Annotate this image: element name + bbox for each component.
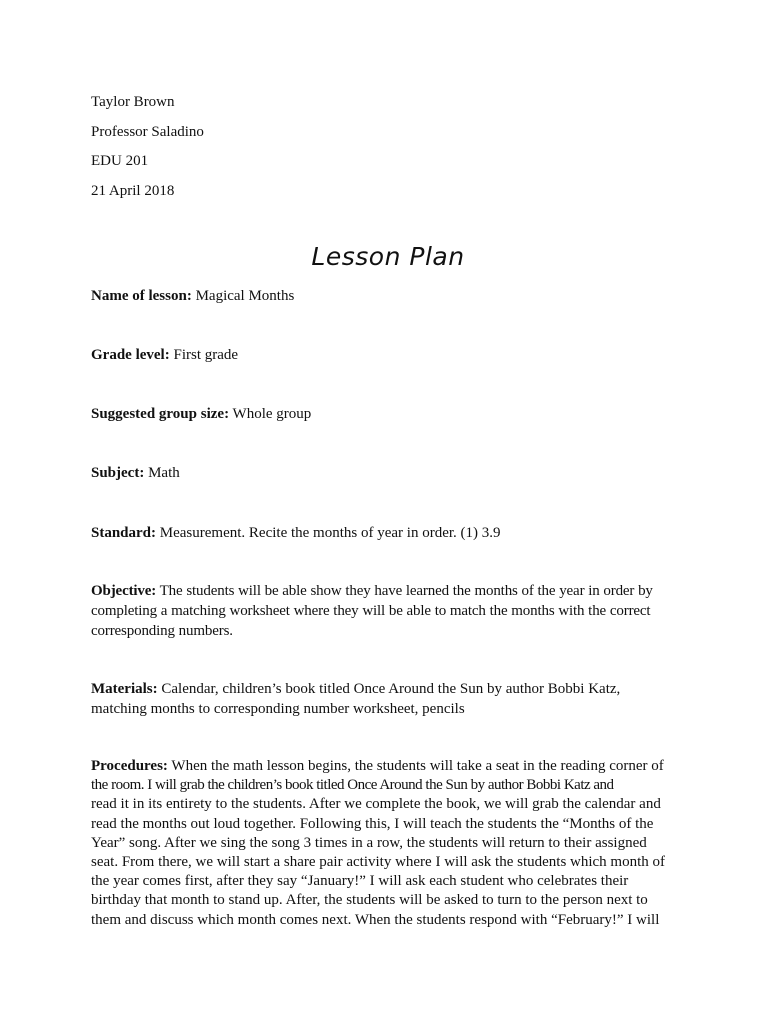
field-label: Standard: (91, 525, 157, 541)
field-label: Subject: (91, 465, 145, 481)
professor-name: Professor Saladino (91, 124, 204, 140)
field-value: Math (144, 465, 180, 481)
field-materials (91, 679, 651, 719)
field-label: Materials: (91, 681, 158, 697)
field-value: Measurement. Recite the months of year in order. (1) 3.9 (156, 525, 501, 541)
procedures-line: read the months out loud together. Following this, I will teach the students the “Months of the (91, 815, 654, 832)
field-value: Magical Months (191, 288, 295, 304)
field-value: Calendar, children’s book titled Once Around the Sun by author Bobbi Katz, matching months to corresponding number worksheet, pencils (91, 681, 621, 717)
field-value: The students will be able show they have learned the months of the year in order by completing a matching worksheet where they will be able to match the months with the correct corresponding numbers. (91, 583, 653, 639)
field-label: Suggested group size: (91, 406, 230, 422)
field-label: Grade level: (91, 347, 170, 363)
field-subject (91, 463, 681, 483)
field-label: Name of lesson: (91, 288, 192, 304)
field-label: Objective: (91, 583, 157, 599)
procedures-line: the room. I will grab the children’s book titled Once Around the Sun by author Bobbi Katz and (91, 777, 614, 794)
document-title: Lesson Plan (311, 242, 465, 271)
field-value: First grade (169, 347, 239, 363)
procedures-line: birthday that month to stand up. After, the students will be asked to turn to the person next to (91, 892, 648, 909)
document-date: 21 April 2018 (91, 183, 175, 199)
field-standard (91, 523, 681, 543)
field-name-of-lesson (91, 286, 681, 306)
procedures-line: Procedures: When the math lesson begins, the students will take a seat in the reading corner of (91, 758, 664, 774)
course-code: EDU 201 (91, 153, 149, 169)
author-name: Taylor Brown (91, 94, 175, 110)
field-group-size (91, 404, 681, 424)
procedures-line: them and discuss which month comes next. When the students respond with “February!” I will (91, 911, 660, 928)
procedures-line: the year comes first, after they say “January!” I will ask each student who celebrates their (91, 873, 629, 890)
field-objective (91, 581, 681, 641)
procedures-line: read it in its entirety to the students. After we complete the book, we will grab the calendar and (91, 796, 661, 813)
field-grade-level (91, 345, 681, 365)
procedures-paragraph (91, 757, 683, 930)
procedures-line: seat. From there, we will start a share pair activity where I will ask the students which month of (91, 854, 666, 871)
procedures-label: Procedures: (91, 758, 168, 774)
procedures-line: Year” song. After we sing the song 3 times in a row, the students will return to their assigned (91, 834, 647, 851)
field-value: Whole group (229, 406, 312, 422)
